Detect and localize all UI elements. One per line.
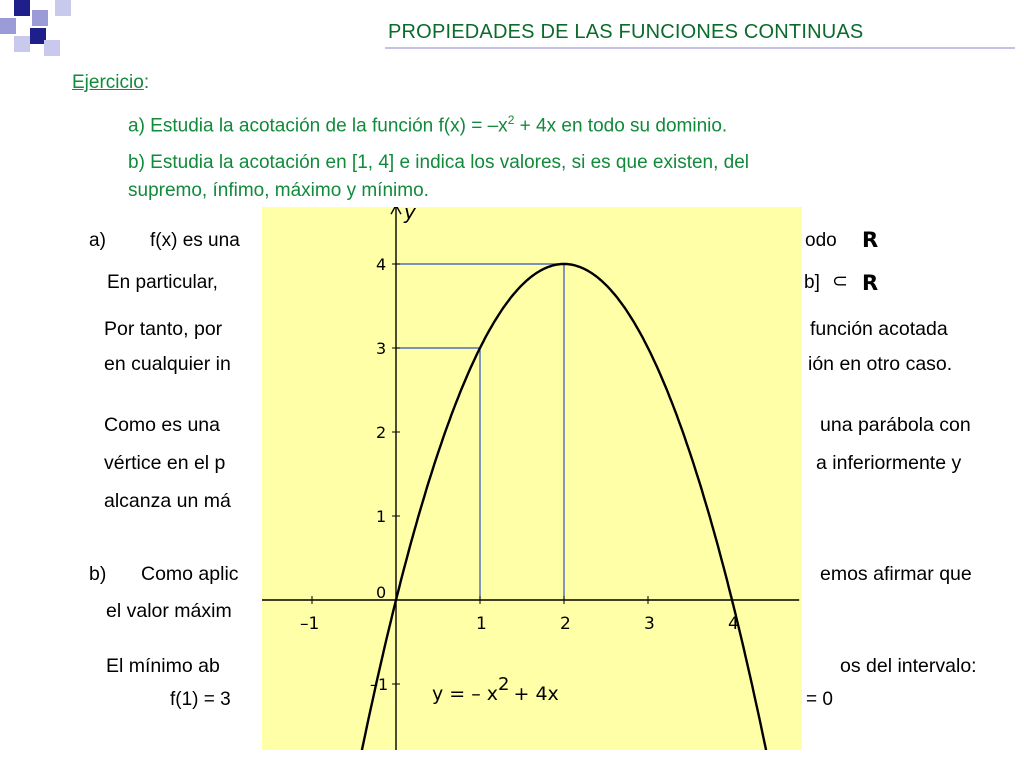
y-tick-label: 4 — [376, 255, 387, 274]
answer-a-marker: a) — [89, 230, 106, 251]
p3-line1-left: Como es una — [104, 414, 220, 436]
exercise-colon: : — [143, 72, 150, 93]
exercise-heading — [72, 72, 149, 94]
p2-line2-right: ión en otro caso. — [808, 353, 953, 375]
reals-symbol-1: R — [862, 228, 879, 252]
exercise-a-exponent: 2 — [507, 113, 515, 127]
p3-line3-left: alcanza un má — [104, 490, 231, 512]
answer-a-text-right: odo — [805, 230, 837, 251]
x-tick-label: 3 — [644, 614, 655, 634]
b-line1-right: emos afirmar que — [820, 563, 972, 585]
y-tick-label: 3 — [376, 339, 387, 358]
particular-right: b] — [804, 272, 820, 293]
exercise-b-line2: supremo, ínfimo, máximo y mínimo. — [128, 180, 429, 201]
y-tick-label: 0 — [376, 583, 387, 602]
particular-left: En particular, — [107, 272, 218, 293]
b-line2-left: el valor máxim — [106, 600, 232, 622]
expression-prefix: y = – x — [432, 683, 499, 705]
p3-line2-left: vértice en el p — [104, 452, 226, 474]
x-tick-label: –1 — [300, 614, 320, 634]
b-line3-left: El mínimo ab — [106, 655, 220, 677]
exercise-part-a — [128, 113, 727, 137]
p3-line1-right: una parábola con — [820, 414, 971, 436]
x-tick-label: 1 — [476, 614, 487, 634]
b-line3-right: os del intervalo: — [840, 655, 977, 677]
exercise-label: Ejercicio — [72, 72, 144, 93]
x-tick-label: 4 — [728, 614, 739, 634]
function-expression — [432, 674, 559, 705]
reals-symbol-2: R — [862, 271, 879, 295]
y-axis-label: y — [404, 207, 416, 225]
exercise-a-prefix: a) Estudia la acotación de la función f(x) = –x — [128, 115, 508, 137]
y-tick-label: 2 — [376, 423, 387, 442]
b-line1-left: Como aplic — [141, 563, 239, 585]
b-line4-left: f(1) = 3 — [170, 689, 231, 710]
parabola-graph — [262, 207, 802, 750]
x-tick-label: 2 — [560, 614, 571, 634]
graph-panel — [262, 207, 802, 750]
expression-suffix: + 4x — [513, 683, 559, 705]
p2-line1-right: función acotada — [810, 318, 948, 340]
subset-symbol: ⊂ — [832, 271, 848, 292]
answer-a-text-left: f(x) es una — [150, 230, 240, 251]
page-title: PROPIEDADES DE LAS FUNCIONES CONTINUAS — [388, 21, 864, 43]
p3-line2-right: a inferiormente y — [816, 452, 962, 474]
p2-line1-left: Por tanto, por — [104, 318, 223, 340]
expression-exponent: 2 — [498, 674, 510, 695]
b-line4-right: = 0 — [806, 689, 833, 710]
title-divider — [385, 47, 1015, 49]
answer-b-marker: b) — [89, 563, 107, 585]
exercise-a-suffix: + 4x en todo su dominio. — [519, 115, 728, 137]
p2-line2-left: en cualquier in — [104, 353, 231, 375]
y-tick-label: 1 — [376, 507, 387, 526]
y-tick-label: –1 — [370, 675, 389, 694]
exercise-b-line1: b) Estudia la acotación en [1, 4] e indica los valores, si es que existen, del — [128, 152, 750, 173]
